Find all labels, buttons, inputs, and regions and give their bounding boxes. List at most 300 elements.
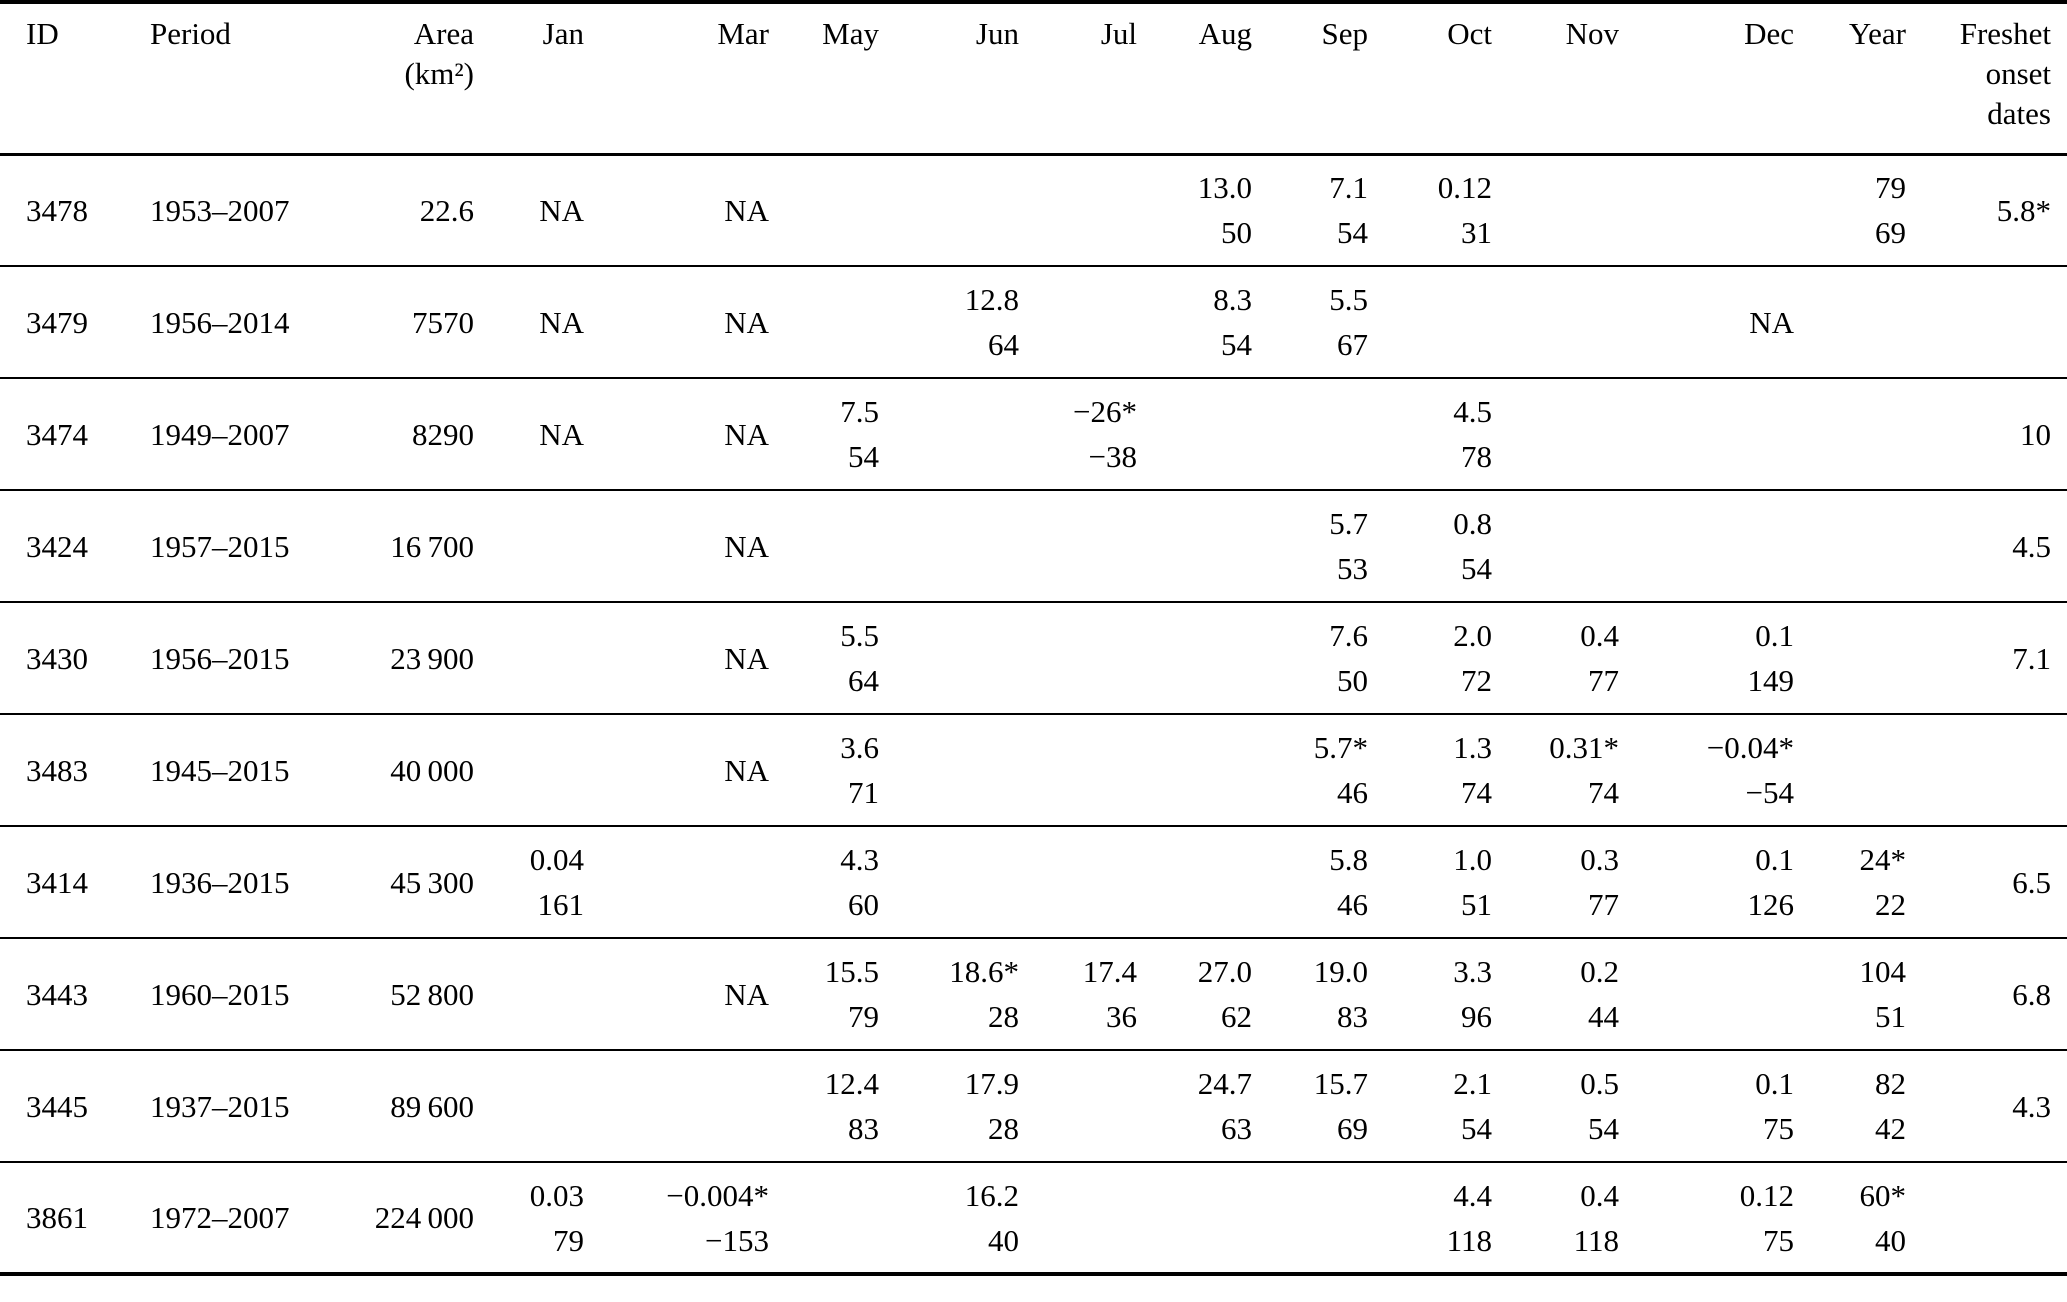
cell-period bbox=[120, 154, 330, 266]
cell-subvalue: 31 bbox=[1461, 215, 1492, 251]
cell-mar bbox=[590, 938, 775, 1050]
cell-nov bbox=[1498, 490, 1625, 602]
cell-jul bbox=[1025, 938, 1143, 1050]
cell-mar bbox=[590, 602, 775, 714]
cell-value: −0.004* bbox=[666, 1177, 769, 1213]
cell-area bbox=[330, 938, 480, 1050]
cell-subvalue: 44 bbox=[1588, 999, 1619, 1034]
header-dec bbox=[1625, 2, 1800, 154]
cell-dec bbox=[1625, 1050, 1800, 1162]
cell-value: 1937–2015 bbox=[150, 1088, 290, 1124]
cell-value: 3445 bbox=[26, 1088, 88, 1124]
cell-value: NA bbox=[724, 528, 769, 564]
header-oct bbox=[1374, 2, 1498, 154]
cell-value: 23 900 bbox=[390, 640, 474, 676]
cell-value: 1945–2015 bbox=[150, 752, 290, 788]
cell-value: 27.0 bbox=[1197, 954, 1252, 989]
cell-subvalue: 118 bbox=[1446, 1222, 1492, 1258]
cell-may bbox=[775, 826, 885, 938]
header-label: Jan bbox=[542, 16, 584, 51]
cell-subvalue: 50 bbox=[1221, 215, 1252, 251]
cell-value: 7.5 bbox=[840, 394, 879, 429]
cell-value: 5.7* bbox=[1313, 730, 1368, 765]
cell-dec bbox=[1625, 266, 1800, 378]
cell-value: 4.3 bbox=[840, 842, 879, 877]
header-period bbox=[120, 2, 330, 154]
cell-value: 3414 bbox=[26, 864, 88, 900]
cell-value: 3474 bbox=[26, 416, 88, 452]
header-label: (km²) bbox=[404, 56, 474, 91]
cell-freshet bbox=[1912, 1050, 2067, 1162]
cell-value: 0.31* bbox=[1549, 730, 1619, 765]
cell-value: 0.04 bbox=[529, 842, 584, 877]
cell-jul bbox=[1025, 602, 1143, 714]
header-label: Aug bbox=[1198, 16, 1252, 51]
cell-value: 3430 bbox=[26, 640, 88, 676]
cell-may bbox=[775, 602, 885, 714]
cell-value: 16 700 bbox=[390, 528, 474, 564]
cell-subvalue: 54 bbox=[848, 439, 879, 474]
cell-value: 82 bbox=[1875, 1066, 1906, 1101]
cell-aug bbox=[1143, 266, 1258, 378]
cell-subvalue: 78 bbox=[1461, 439, 1492, 474]
cell-subvalue: 83 bbox=[848, 1111, 879, 1146]
cell-aug bbox=[1143, 1050, 1258, 1162]
cell-mar bbox=[590, 378, 775, 490]
header-label: Mar bbox=[717, 16, 769, 51]
cell-nov bbox=[1498, 602, 1625, 714]
cell-id bbox=[0, 826, 120, 938]
header-jul bbox=[1025, 2, 1143, 154]
cell-freshet bbox=[1912, 1162, 2067, 1274]
table-row bbox=[0, 938, 2067, 1050]
cell-oct bbox=[1374, 1162, 1498, 1274]
cell-jan bbox=[480, 378, 590, 490]
cell-may bbox=[775, 490, 885, 602]
cell-may bbox=[775, 266, 885, 378]
cell-value: 13.0 bbox=[1197, 170, 1252, 206]
cell-value: 1956–2014 bbox=[150, 304, 290, 340]
header-label: ID bbox=[26, 16, 59, 51]
cell-value: 0.03 bbox=[529, 1177, 584, 1213]
cell-value: 24* bbox=[1859, 842, 1906, 877]
table-row bbox=[0, 602, 2067, 714]
cell-mar bbox=[590, 714, 775, 826]
cell-subvalue: 74 bbox=[1461, 775, 1492, 810]
cell-subvalue: 36 bbox=[1106, 999, 1137, 1034]
cell-may bbox=[775, 1162, 885, 1274]
cell-may bbox=[775, 714, 885, 826]
cell-jul bbox=[1025, 378, 1143, 490]
cell-subvalue: 79 bbox=[553, 1222, 584, 1258]
cell-year bbox=[1800, 938, 1912, 1050]
cell-year bbox=[1800, 826, 1912, 938]
cell-value: 0.4 bbox=[1580, 1177, 1619, 1213]
header-freshet bbox=[1912, 2, 2067, 154]
cell-value: −0.04* bbox=[1706, 730, 1794, 765]
cell-aug bbox=[1143, 378, 1258, 490]
table-row bbox=[0, 490, 2067, 602]
cell-jun bbox=[885, 266, 1025, 378]
cell-freshet bbox=[1912, 490, 2067, 602]
header-label: Area bbox=[413, 16, 474, 51]
cell-area bbox=[330, 714, 480, 826]
table-header bbox=[0, 2, 2067, 154]
cell-period bbox=[120, 1162, 330, 1274]
cell-jun bbox=[885, 154, 1025, 266]
cell-id bbox=[0, 938, 120, 1050]
cell-value: 7570 bbox=[412, 304, 474, 340]
cell-sep bbox=[1258, 490, 1374, 602]
cell-aug bbox=[1143, 602, 1258, 714]
cell-subvalue: −54 bbox=[1745, 775, 1794, 810]
cell-jul bbox=[1025, 1050, 1143, 1162]
cell-id bbox=[0, 602, 120, 714]
cell-aug bbox=[1143, 826, 1258, 938]
cell-freshet bbox=[1912, 378, 2067, 490]
header-aug bbox=[1143, 2, 1258, 154]
cell-jul bbox=[1025, 714, 1143, 826]
cell-aug bbox=[1143, 714, 1258, 826]
cell-value: NA bbox=[539, 304, 584, 340]
cell-subvalue: 75 bbox=[1763, 1222, 1794, 1258]
cell-value: 19.0 bbox=[1313, 954, 1368, 989]
cell-area bbox=[330, 378, 480, 490]
cell-jan bbox=[480, 490, 590, 602]
cell-freshet bbox=[1912, 826, 2067, 938]
cell-dec bbox=[1625, 490, 1800, 602]
cell-year bbox=[1800, 154, 1912, 266]
cell-value: NA bbox=[724, 416, 769, 452]
cell-subvalue: 83 bbox=[1337, 999, 1368, 1034]
cell-value: 0.12 bbox=[1437, 170, 1492, 206]
cell-subvalue: 42 bbox=[1875, 1111, 1906, 1146]
cell-jan bbox=[480, 1162, 590, 1274]
header-area bbox=[330, 2, 480, 154]
cell-value: 0.1 bbox=[1755, 618, 1794, 653]
header-label: dates bbox=[1987, 96, 2051, 131]
cell-subvalue: 64 bbox=[988, 327, 1019, 362]
cell-area bbox=[330, 266, 480, 378]
cell-value: 79 bbox=[1875, 170, 1906, 206]
cell-jul bbox=[1025, 1162, 1143, 1274]
cell-oct bbox=[1374, 938, 1498, 1050]
cell-mar bbox=[590, 490, 775, 602]
cell-subvalue: 149 bbox=[1747, 663, 1794, 698]
cell-dec bbox=[1625, 938, 1800, 1050]
cell-subvalue: 46 bbox=[1337, 887, 1368, 922]
cell-period bbox=[120, 602, 330, 714]
cell-subvalue: 40 bbox=[1875, 1222, 1906, 1258]
cell-jun bbox=[885, 938, 1025, 1050]
cell-value: 5.5 bbox=[1329, 282, 1368, 317]
cell-subvalue: 79 bbox=[848, 999, 879, 1034]
cell-nov bbox=[1498, 826, 1625, 938]
cell-value: 3479 bbox=[26, 304, 88, 340]
header-label: Jun bbox=[975, 16, 1019, 51]
cell-area bbox=[330, 602, 480, 714]
cell-value: 0.12 bbox=[1739, 1177, 1794, 1213]
cell-sep bbox=[1258, 266, 1374, 378]
cell-value: 0.5 bbox=[1580, 1066, 1619, 1101]
cell-value: 7.1 bbox=[1329, 170, 1368, 206]
cell-value: 3483 bbox=[26, 752, 88, 788]
cell-subvalue: 54 bbox=[1337, 215, 1368, 251]
cell-subvalue: 126 bbox=[1747, 887, 1794, 922]
cell-value: 17.9 bbox=[964, 1066, 1019, 1101]
cell-sep bbox=[1258, 714, 1374, 826]
header-row bbox=[0, 2, 2067, 154]
cell-jan bbox=[480, 266, 590, 378]
cell-value: NA bbox=[724, 640, 769, 676]
cell-year bbox=[1800, 378, 1912, 490]
cell-value: 1.0 bbox=[1453, 842, 1492, 877]
cell-id bbox=[0, 154, 120, 266]
cell-value: 12.8 bbox=[964, 282, 1019, 317]
cell-dec bbox=[1625, 826, 1800, 938]
cell-value: NA bbox=[724, 752, 769, 788]
cell-subvalue: 54 bbox=[1588, 1111, 1619, 1146]
cell-value: 60* bbox=[1859, 1177, 1906, 1213]
cell-value: 18.6* bbox=[949, 954, 1019, 989]
cell-sep bbox=[1258, 1050, 1374, 1162]
cell-value: 4.4 bbox=[1453, 1177, 1492, 1213]
header-label: Oct bbox=[1447, 16, 1492, 51]
cell-freshet bbox=[1912, 938, 2067, 1050]
cell-subvalue: 22 bbox=[1875, 887, 1906, 922]
cell-subvalue: 161 bbox=[537, 887, 584, 922]
cell-value: 0.1 bbox=[1755, 1066, 1794, 1101]
cell-freshet bbox=[1912, 714, 2067, 826]
cell-subvalue: 72 bbox=[1461, 663, 1492, 698]
cell-aug bbox=[1143, 154, 1258, 266]
cell-value: 4.3 bbox=[2012, 1088, 2051, 1124]
cell-value: 8.3 bbox=[1213, 282, 1252, 317]
cell-value: 40 000 bbox=[390, 752, 474, 788]
cell-value: 1957–2015 bbox=[150, 528, 290, 564]
cell-jul bbox=[1025, 826, 1143, 938]
cell-area bbox=[330, 1162, 480, 1274]
cell-oct bbox=[1374, 266, 1498, 378]
cell-oct bbox=[1374, 490, 1498, 602]
cell-jul bbox=[1025, 266, 1143, 378]
cell-value: 22.6 bbox=[419, 192, 474, 228]
cell-jan bbox=[480, 1050, 590, 1162]
cell-sep bbox=[1258, 826, 1374, 938]
cell-year bbox=[1800, 266, 1912, 378]
header-label: Year bbox=[1848, 16, 1906, 51]
cell-period bbox=[120, 378, 330, 490]
cell-period bbox=[120, 938, 330, 1050]
cell-subvalue: 60 bbox=[848, 887, 879, 922]
cell-value: 1953–2007 bbox=[150, 192, 290, 228]
cell-jun bbox=[885, 1050, 1025, 1162]
cell-subvalue: 69 bbox=[1337, 1111, 1368, 1146]
cell-oct bbox=[1374, 378, 1498, 490]
cell-sep bbox=[1258, 378, 1374, 490]
cell-value: −26* bbox=[1073, 394, 1137, 429]
cell-value: 1960–2015 bbox=[150, 976, 290, 1012]
cell-subvalue: 53 bbox=[1337, 551, 1368, 586]
cell-dec bbox=[1625, 714, 1800, 826]
cell-subvalue: 54 bbox=[1221, 327, 1252, 362]
cell-subvalue: 46 bbox=[1337, 775, 1368, 810]
cell-value: 5.8 bbox=[1329, 842, 1368, 877]
header-nov bbox=[1498, 2, 1625, 154]
cell-may bbox=[775, 378, 885, 490]
table-row bbox=[0, 1162, 2067, 1274]
cell-id bbox=[0, 266, 120, 378]
cell-may bbox=[775, 154, 885, 266]
cell-year bbox=[1800, 602, 1912, 714]
cell-value: 0.2 bbox=[1580, 954, 1619, 989]
cell-nov bbox=[1498, 938, 1625, 1050]
cell-nov bbox=[1498, 154, 1625, 266]
cell-id bbox=[0, 1162, 120, 1274]
cell-area bbox=[330, 826, 480, 938]
cell-value: 8290 bbox=[412, 416, 474, 452]
cell-jun bbox=[885, 826, 1025, 938]
cell-nov bbox=[1498, 714, 1625, 826]
cell-oct bbox=[1374, 154, 1498, 266]
cell-year bbox=[1800, 1050, 1912, 1162]
cell-jan bbox=[480, 602, 590, 714]
cell-value: 6.8 bbox=[2012, 976, 2051, 1012]
cell-period bbox=[120, 1050, 330, 1162]
cell-nov bbox=[1498, 378, 1625, 490]
table-row bbox=[0, 714, 2067, 826]
cell-value: 45 300 bbox=[390, 864, 474, 900]
cell-period bbox=[120, 266, 330, 378]
cell-value: 7.6 bbox=[1329, 618, 1368, 653]
header-label: Nov bbox=[1565, 16, 1619, 51]
cell-value: 16.2 bbox=[964, 1177, 1019, 1213]
cell-value: NA bbox=[539, 192, 584, 228]
cell-dec bbox=[1625, 378, 1800, 490]
cell-year bbox=[1800, 714, 1912, 826]
cell-nov bbox=[1498, 1162, 1625, 1274]
cell-value: 5.7 bbox=[1329, 506, 1368, 541]
cell-period bbox=[120, 490, 330, 602]
cell-subvalue: 67 bbox=[1337, 327, 1368, 362]
cell-value: 10 bbox=[2020, 416, 2051, 452]
table-body bbox=[0, 154, 2067, 1274]
cell-oct bbox=[1374, 1050, 1498, 1162]
cell-value: 7.1 bbox=[2012, 640, 2051, 676]
cell-oct bbox=[1374, 714, 1498, 826]
header-id bbox=[0, 2, 120, 154]
header-label: onset bbox=[1985, 56, 2051, 91]
cell-value: 104 bbox=[1859, 954, 1906, 989]
cell-value: 6.5 bbox=[2012, 864, 2051, 900]
cell-jun bbox=[885, 378, 1025, 490]
cell-jun bbox=[885, 602, 1025, 714]
cell-value: 4.5 bbox=[1453, 394, 1492, 429]
cell-value: 1949–2007 bbox=[150, 416, 290, 452]
cell-sep bbox=[1258, 154, 1374, 266]
cell-subvalue: 28 bbox=[988, 999, 1019, 1034]
cell-value: 12.4 bbox=[824, 1066, 879, 1101]
cell-aug bbox=[1143, 1162, 1258, 1274]
cell-jul bbox=[1025, 490, 1143, 602]
cell-value: 1936–2015 bbox=[150, 864, 290, 900]
cell-value: 1.3 bbox=[1453, 730, 1492, 765]
cell-subvalue: 77 bbox=[1588, 663, 1619, 698]
cell-jun bbox=[885, 490, 1025, 602]
cell-may bbox=[775, 938, 885, 1050]
cell-subvalue: 69 bbox=[1875, 215, 1906, 251]
cell-dec bbox=[1625, 154, 1800, 266]
cell-jun bbox=[885, 1162, 1025, 1274]
cell-jul bbox=[1025, 154, 1143, 266]
cell-sep bbox=[1258, 938, 1374, 1050]
cell-sep bbox=[1258, 602, 1374, 714]
cell-value: 3478 bbox=[26, 192, 88, 228]
cell-subvalue: 77 bbox=[1588, 887, 1619, 922]
cell-dec bbox=[1625, 602, 1800, 714]
cell-area bbox=[330, 1050, 480, 1162]
cell-value: 1972–2007 bbox=[150, 1200, 290, 1235]
cell-value: 3424 bbox=[26, 528, 88, 564]
cell-value: NA bbox=[539, 416, 584, 452]
header-sep bbox=[1258, 2, 1374, 154]
cell-area bbox=[330, 154, 480, 266]
cell-nov bbox=[1498, 1050, 1625, 1162]
header-label: Period bbox=[150, 16, 231, 51]
table-row bbox=[0, 1050, 2067, 1162]
cell-mar bbox=[590, 154, 775, 266]
cell-subvalue: −38 bbox=[1088, 439, 1137, 474]
cell-dec bbox=[1625, 1162, 1800, 1274]
table-row bbox=[0, 826, 2067, 938]
cell-mar bbox=[590, 1162, 775, 1274]
cell-value: 0.1 bbox=[1755, 842, 1794, 877]
cell-subvalue: 51 bbox=[1875, 999, 1906, 1034]
cell-mar bbox=[590, 266, 775, 378]
cell-mar bbox=[590, 1050, 775, 1162]
cell-freshet bbox=[1912, 266, 2067, 378]
header-label: Freshet bbox=[1959, 16, 2051, 51]
cell-subvalue: 62 bbox=[1221, 999, 1252, 1034]
cell-value: 89 600 bbox=[390, 1088, 474, 1124]
cell-subvalue: 54 bbox=[1461, 551, 1492, 586]
cell-subvalue: 51 bbox=[1461, 887, 1492, 922]
cell-period bbox=[120, 714, 330, 826]
cell-subvalue: 54 bbox=[1461, 1111, 1492, 1146]
cell-freshet bbox=[1912, 154, 2067, 266]
cell-freshet bbox=[1912, 602, 2067, 714]
cell-value: 0.3 bbox=[1580, 842, 1619, 877]
cell-year bbox=[1800, 490, 1912, 602]
cell-value: 0.8 bbox=[1453, 506, 1492, 541]
cell-subvalue: 50 bbox=[1337, 663, 1368, 698]
cell-jan bbox=[480, 938, 590, 1050]
cell-value: 15.5 bbox=[824, 954, 879, 989]
table-row bbox=[0, 266, 2067, 378]
header-jan bbox=[480, 2, 590, 154]
header-label: Jul bbox=[1100, 16, 1137, 51]
cell-value: 52 800 bbox=[390, 976, 474, 1012]
cell-value: 24.7 bbox=[1197, 1066, 1252, 1101]
cell-value: 224 000 bbox=[374, 1200, 474, 1235]
header-jun bbox=[885, 2, 1025, 154]
cell-subvalue: 28 bbox=[988, 1111, 1019, 1146]
cell-value: 15.7 bbox=[1313, 1066, 1368, 1101]
cell-value: NA bbox=[724, 304, 769, 340]
cell-subvalue: −153 bbox=[705, 1222, 769, 1258]
cell-value: NA bbox=[1749, 304, 1794, 340]
cell-subvalue: 40 bbox=[988, 1222, 1019, 1258]
